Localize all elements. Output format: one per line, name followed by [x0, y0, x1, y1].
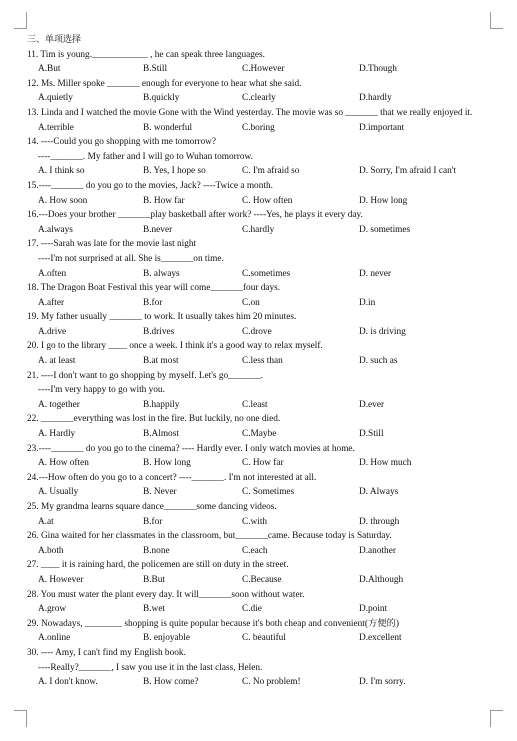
answer-option-a[interactable]: A.at — [38, 516, 54, 527]
answer-option-c[interactable]: C.clearly — [242, 93, 276, 104]
question-stem: 24.---How often do you go to a concert? ----_______. I'm not interested at all. — [27, 472, 317, 483]
question-stem: 30. ---- Amy, I can't find my English book. — [27, 647, 186, 658]
question-stem: 21. ----I don't want to go shopping by myself. Let's go_______. — [27, 370, 264, 381]
answer-option-a[interactable]: A.But — [38, 64, 61, 75]
question-block — [27, 48, 497, 77]
question-block — [27, 281, 497, 310]
answer-option-c[interactable]: C.However — [242, 64, 285, 75]
answer-option-b[interactable]: B.Still — [143, 64, 168, 75]
answer-option-d[interactable]: D. Sorry, I'm afraid I can't — [359, 166, 456, 177]
answer-option-a[interactable]: A. How often — [38, 458, 89, 469]
answer-options — [27, 515, 497, 530]
question-stem: 23.----_______ do you go to the cinema? ---- Hardly ever. I only watch movies at home. — [27, 443, 355, 454]
question-stem: 25. My grandma learns square dance_______some dancing videos. — [27, 502, 277, 512]
question-dialogue-line: ----I'm very happy to go with you. — [38, 385, 165, 396]
answer-option-d[interactable]: D.Although — [359, 574, 404, 585]
answer-option-a[interactable]: A. I think so — [38, 166, 85, 177]
answer-option-c[interactable]: C.Maybe — [242, 429, 277, 440]
question-dialogue-line: ----I'm not surprised at all. She is_______on time. — [38, 253, 224, 264]
answer-option-c[interactable]: C. No problem! — [242, 677, 301, 688]
question-dialogue-line: ----Really?_______, I saw you use it in the last class, Helen. — [38, 662, 263, 673]
worksheet — [27, 33, 497, 690]
question-dialogue-line: ----_______. My father and I will go to Wuhan tomorrow. — [38, 151, 253, 162]
answer-option-d[interactable]: D.important — [359, 122, 405, 133]
answer-option-c[interactable]: C.sometimes — [242, 268, 291, 279]
answer-option-a[interactable]: A.terrible — [38, 122, 74, 133]
answer-option-a[interactable]: A. However — [38, 574, 84, 585]
answer-option-d[interactable]: D. sometimes — [359, 224, 411, 235]
answer-option-c[interactable]: C.on — [242, 297, 260, 308]
question-stem: 13. Linda and I watched the movie Gone with the Wind yesterday. The movie was so _______ that we really enjoyed it. — [27, 107, 473, 118]
question-block — [27, 237, 497, 281]
answer-options — [27, 544, 497, 559]
answer-options — [27, 325, 497, 340]
question-stem: 12. Ms. Miller spoke _______ enough for everyone to hear what she said. — [27, 78, 302, 89]
question-block — [27, 412, 497, 441]
question-stem: 29. Nowadays, ________ shopping is quite popular because it's both cheap and convenient(方便的) — [27, 618, 399, 629]
answer-option-a[interactable]: A.always — [38, 224, 73, 235]
question-stem: 17. ----Sarah was late for the movie last night — [27, 239, 197, 250]
answer-option-c[interactable]: C.hardly — [242, 224, 275, 235]
answer-options — [27, 164, 497, 179]
answer-option-b[interactable]: B. Never — [143, 487, 177, 498]
answer-option-a[interactable]: A.grow — [38, 604, 67, 615]
answer-option-b[interactable]: B. enjoyable — [143, 633, 190, 644]
answer-option-d[interactable]: D. Always — [359, 487, 399, 498]
answer-option-c[interactable]: C. beautiful — [242, 633, 286, 644]
answer-options — [27, 631, 497, 646]
question-block — [27, 179, 497, 208]
answer-option-c[interactable]: C.drove — [242, 326, 272, 337]
answer-option-c[interactable]: C.less than — [242, 356, 283, 367]
section-title: 三、单项选择 — [27, 35, 82, 45]
answer-option-b[interactable]: B.wet — [143, 604, 165, 615]
question-block — [27, 588, 497, 617]
answer-option-a[interactable]: A.drive — [38, 326, 67, 337]
answer-option-d[interactable]: D.another — [359, 545, 396, 556]
answer-option-a[interactable]: A.online — [38, 633, 71, 644]
question-block — [27, 77, 497, 106]
answer-options — [27, 398, 497, 413]
answer-option-b[interactable]: B.for — [143, 297, 163, 308]
question-block — [27, 500, 497, 529]
answer-option-a[interactable]: A. How soon — [38, 195, 88, 206]
answer-option-a[interactable]: A. at least — [38, 356, 76, 367]
answer-option-c[interactable]: C.each — [242, 545, 268, 556]
answer-option-b[interactable]: B.none — [143, 545, 170, 556]
answer-option-d[interactable]: D.point — [359, 604, 388, 615]
answer-option-b[interactable]: B. Yes, I hope so — [143, 166, 206, 177]
question-block — [27, 106, 497, 135]
answer-option-b[interactable]: B. How far — [143, 195, 185, 206]
answer-option-b[interactable]: B.Almost — [143, 429, 179, 440]
answer-option-d[interactable]: D. How long — [359, 195, 408, 206]
question-block — [27, 369, 497, 413]
answer-option-d[interactable]: D. through — [359, 516, 400, 527]
question-stem: 27. ____ it is raining hard, the policemen are still on duty in the street. — [27, 560, 289, 571]
answer-options — [27, 91, 497, 106]
answer-option-a[interactable]: A. I don't know. — [38, 677, 98, 688]
answer-option-d[interactable]: D. such as — [359, 356, 398, 367]
answer-options — [27, 456, 497, 471]
answer-option-d[interactable]: D. is driving — [359, 326, 406, 337]
answer-option-b[interactable]: B. wonderful — [143, 122, 193, 133]
answer-option-c[interactable]: C. I'm afraid so — [242, 166, 300, 177]
answer-option-c[interactable]: C.with — [242, 516, 268, 527]
corner-mark-top-left — [14, 12, 27, 29]
answer-option-d[interactable]: D.ever — [359, 399, 385, 410]
question-stem: 20. I go to the library ____ once a week. I think it's a good way to relax myself. — [27, 341, 323, 352]
question-block — [27, 471, 497, 500]
answer-option-a[interactable]: A. Hardly — [38, 429, 76, 440]
answer-option-c[interactable]: C. Sometimes — [242, 487, 295, 498]
question-block — [27, 135, 497, 179]
answer-option-a[interactable]: A. together — [38, 399, 80, 410]
answer-option-c[interactable]: C.die — [242, 604, 262, 615]
answer-option-b[interactable]: B.happily — [143, 399, 180, 410]
answer-option-b[interactable]: B. How long — [143, 458, 191, 469]
question-stem: 19. My father usually _______ to work. It usually takes him 20 minutes. — [27, 312, 297, 323]
answer-option-b[interactable]: B.for — [143, 516, 163, 527]
question-block — [27, 339, 497, 368]
answer-option-c[interactable]: C.Because — [242, 574, 282, 585]
answer-options — [27, 675, 497, 690]
question-stem: 11. Tim is young.____________ , he can speak three languages. — [27, 49, 265, 60]
question-block — [27, 208, 497, 237]
answer-options — [27, 354, 497, 369]
question-stem: 22. _______everything was lost in the fire. But luckily, no one died. — [27, 414, 281, 425]
answer-option-b[interactable]: B.But — [143, 574, 165, 585]
answer-options — [27, 427, 497, 442]
answer-option-c[interactable]: C. How far — [242, 458, 284, 469]
answer-option-d[interactable]: D. I'm sorry. — [359, 677, 406, 688]
answer-option-b[interactable]: B.never — [143, 224, 173, 235]
answer-option-d[interactable]: D.excellent — [359, 633, 402, 644]
answer-option-d[interactable]: D. How much — [359, 458, 412, 469]
answer-option-d[interactable]: D. never — [359, 268, 392, 279]
answer-option-a[interactable]: A.quietly — [38, 93, 73, 104]
answer-options — [27, 223, 497, 238]
answer-options — [27, 267, 497, 282]
question-stem: 15.----_______ do you go to the movies, Jack? ----Twice a month. — [27, 180, 273, 191]
answer-option-a[interactable]: A. Usually — [38, 487, 79, 498]
answer-option-b[interactable]: B.drives — [143, 326, 175, 337]
question-block — [27, 617, 497, 646]
question-stem: 18. The Dragon Boat Festival this year will come_______four days. — [27, 283, 281, 294]
answer-option-c[interactable]: C. How often — [242, 195, 293, 206]
answer-option-c[interactable]: C.boring — [242, 122, 275, 133]
answer-option-b[interactable]: B. How come? — [143, 677, 199, 688]
answer-options — [27, 296, 497, 311]
answer-option-a[interactable]: A.after — [38, 297, 65, 308]
corner-mark-bottom-left — [14, 710, 27, 727]
question-stem: 28. You must water the plant every day. It will_______soon without water. — [27, 589, 305, 600]
answer-option-b[interactable]: B.at most — [143, 356, 179, 367]
answer-option-b[interactable]: B.quickly — [143, 93, 180, 104]
question-block — [27, 310, 497, 339]
answer-options — [27, 602, 497, 617]
answer-options — [27, 573, 497, 588]
corner-mark-bottom-right — [490, 710, 503, 727]
corner-mark-top-right — [490, 12, 503, 29]
question-block — [27, 558, 497, 587]
question-block — [27, 442, 497, 471]
question-block — [27, 529, 497, 558]
answer-option-d[interactable]: D.Though — [359, 64, 397, 75]
question-stem: 16.---Does your brother _______play basketball after work? ----Yes, he plays it every day. — [27, 210, 363, 221]
answer-option-a[interactable]: A.both — [38, 545, 64, 556]
answer-option-c[interactable]: C.least — [242, 399, 268, 410]
answer-options — [27, 194, 497, 209]
answer-options — [27, 485, 497, 500]
answer-options — [27, 62, 497, 77]
question-stem: 14. ----Could you go shopping with me tomorrow? — [27, 137, 217, 148]
question-stem: 26. Gina waited for her classmates in the classroom, but_______came. Because today is Saturday. — [27, 531, 392, 542]
answer-option-a[interactable]: A.often — [38, 268, 67, 279]
answer-option-d[interactable]: D.hardly — [359, 93, 392, 104]
question-block — [27, 646, 497, 690]
answer-options — [27, 121, 497, 136]
answer-option-d[interactable]: D.Still — [359, 429, 384, 440]
answer-option-d[interactable]: D.in — [359, 297, 376, 308]
answer-option-b[interactable]: B. always — [143, 268, 180, 279]
